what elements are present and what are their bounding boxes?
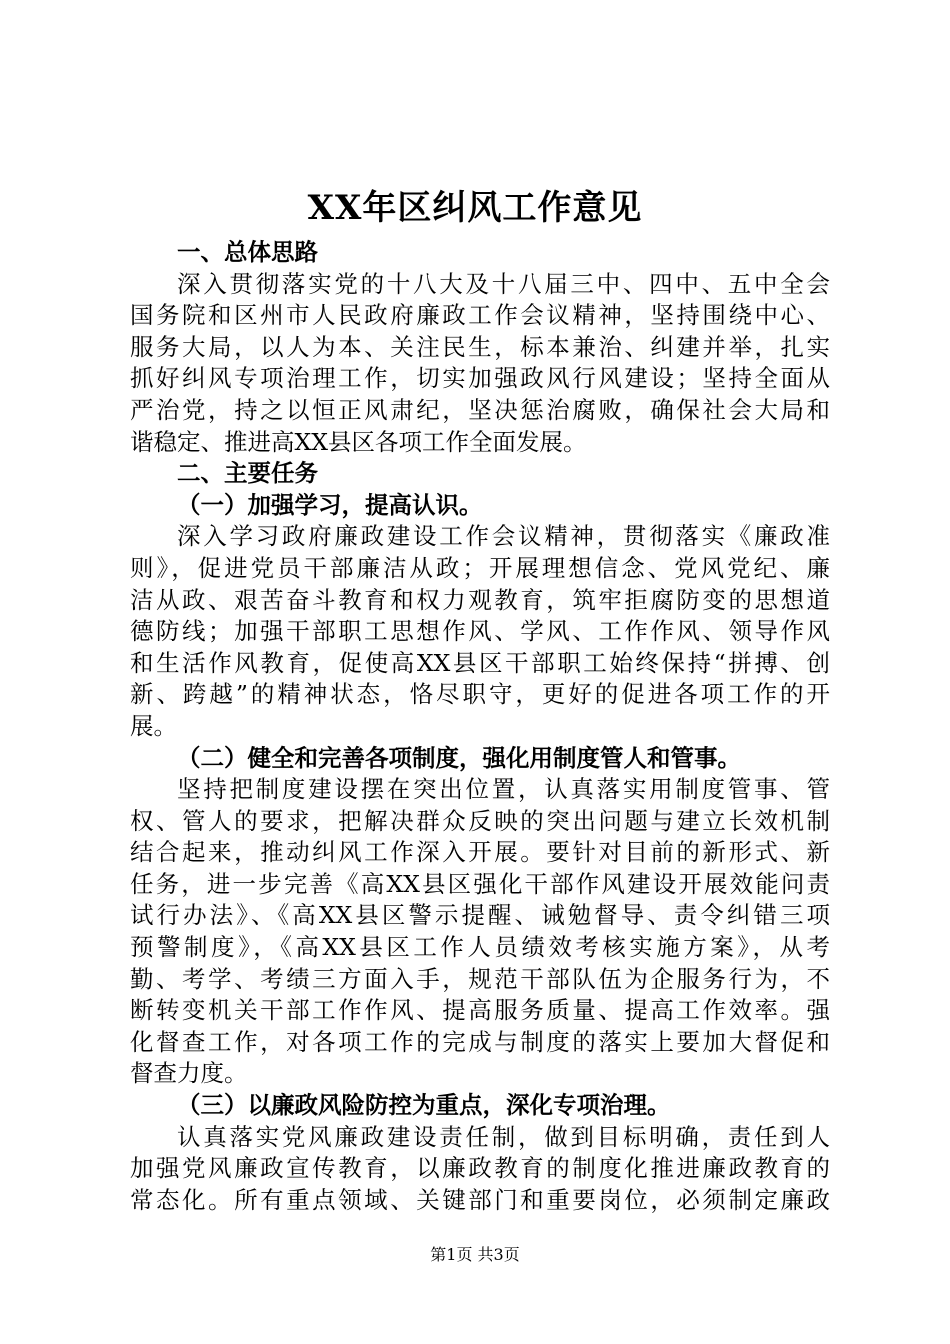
text-line: 化督查工作，对各项工作的完成与制度的落实上要加大督促和 [130,1027,830,1056]
section-heading: 一、总体思路 [177,238,318,266]
text-line: 试行办法》、《高XX县区警示提醒、诫勉督导、责令纠错三项 [130,901,830,930]
text-line: 认真落实党风廉政建设责任制，做到目标明确，责任到人 [177,1122,830,1151]
text-line: 则》，促进党员干部廉洁从政；开展理想信念、党风党纪、廉 [130,553,830,582]
text-line: 坚持把制度建设摆在突出位置，认真落实用制度管事、管 [177,775,830,804]
page-footer: 第1页 共3页 [430,1245,520,1264]
text-line: 洁从政、艰苦奋斗教育和权力观教育，筑牢拒腐防变的思想道 [130,585,830,614]
text-line: 权、管人的要求，把解决群众反映的突出问题与建立长效机制 [130,806,830,835]
text-line: 深入贯彻落实党的十八大及十八届三中、四中、五中全会 [177,269,830,298]
document-body [130,237,830,1216]
text-line: 新、跨越”的精神状态，恪尽职守，更好的促进各项工作的开 [130,680,830,709]
text-line: 任务，进一步完善《高XX县区强化干部作风建设开展效能问责 [130,869,830,898]
text-line: 和生活作风教育，促使高XX县区干部职工始终保持“拼搏、创 [130,648,830,677]
text-line: 加强党风廉政宣传教育，以廉政教育的制度化推进廉政教育的 [130,1154,830,1183]
text-line: 谐稳定、推进高XX县区各项工作全面发展。 [130,427,587,456]
section-heading: （一）加强学习，提高认识。 [177,490,483,519]
text-line: 督查力度。 [130,1059,248,1088]
text-line: 深入学习政府廉政建设工作会议精神，贯彻落实《廉政准 [177,522,830,551]
text-line: 国务院和区州市人民政府廉政工作会议精神，坚持围绕中心、 [130,301,830,330]
document-title: XX年区纠风工作意见 [307,188,643,228]
text-line: 抓好纠风专项治理工作，切实加强政风行风建设；坚持全面从 [130,364,830,393]
text-line: 展。 [130,711,177,740]
text-line: 服务大局，以人为本、关注民生，标本兼治、纠建并举，扎实 [130,332,830,361]
text-line: 常态化。所有重点领域、关键部门和重要岗位，必须制定廉政 [130,1185,830,1214]
text-line: 断转变机关干部工作作风、提高服务质量、提高工作效率。强 [130,996,830,1025]
text-line: 勤、考学、考绩三方面入手，规范干部队伍为企服务行为，不 [130,964,830,993]
section-heading: （三）以廉政风险防控为重点，深化专项治理。 [177,1091,671,1120]
text-line: 预警制度》，《高XX县区工作人员绩效考核实施方案》，从考 [130,933,830,962]
text-line: 严治党，持之以恒正风肃纪，坚决惩治腐败，确保社会大局和 [130,395,830,424]
section-heading: （二）健全和完善各项制度，强化用制度管人和管事。 [177,743,741,772]
text-line: 德防线；加强干部职工思想作风、学风、工作作风、领导作风 [130,617,830,646]
text-line: 结合起来，推动纠风工作深入开展。要针对目前的新形式、新 [130,838,830,867]
section-heading: 二、主要任务 [177,459,318,488]
